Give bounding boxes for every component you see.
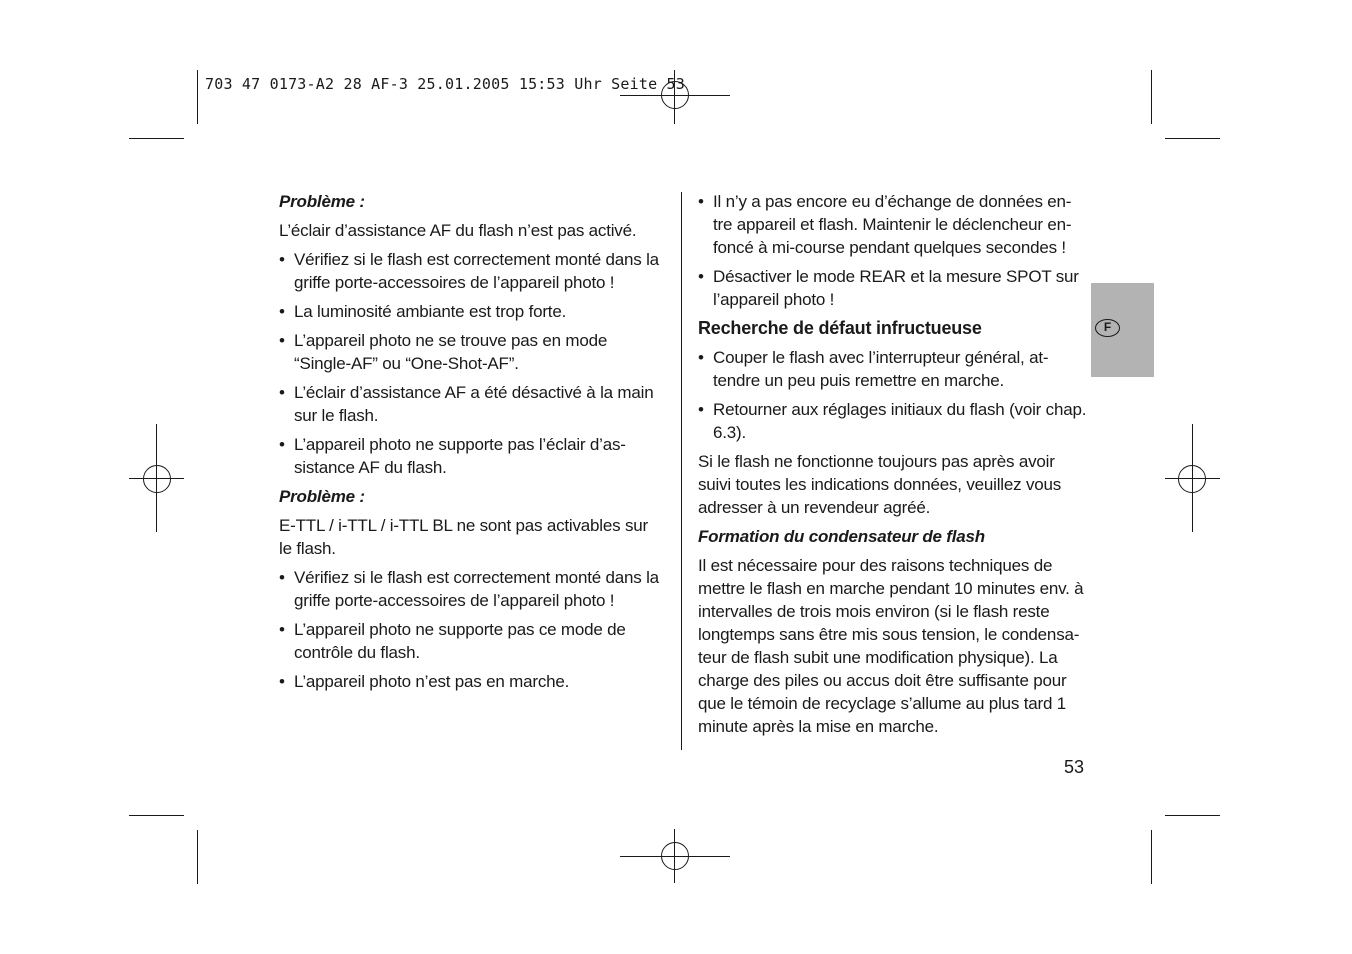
language-badge: F (1095, 319, 1120, 337)
problem-heading-2: Problème : (279, 487, 365, 506)
troubleshooting-heading: Recherche de défaut infructueuse (698, 318, 982, 338)
left-column (279, 190, 664, 699)
right-column (698, 190, 1088, 744)
list-item: • L’appareil photo n’est pas en marche. (279, 672, 570, 691)
list-item: • Vérifiez si le flash est correctement monté dans la griffe porte-accessoires de l’appareil photo ! (279, 250, 659, 292)
problem-bullets-2 (279, 566, 664, 693)
troubleshooting-bullets (698, 346, 1088, 444)
print-header: 703 47 0173-A2 28 AF-3 25.01.2005 15:53 Uhr Seite 53 (205, 75, 685, 93)
list-item: • Retourner aux réglages initiaux du flash (voir chap. 6.3). (698, 400, 1087, 442)
list-item: • Il n’y a pas encore eu d’échange de données en-tre appareil et flash. Maintenir le déclencheur en-foncé à mi-course pendant quelques secondes ! (698, 192, 1072, 257)
list-item: • L’éclair d’assistance AF a été désactivé à la main sur le flash. (279, 383, 654, 425)
capacitor-paragraph: Il est nécessaire pour des raisons techniques de mettre le flash en marche pendant 10 minutes env. à intervalles de trois mois environ (si le flash reste longtemps sans être mis sous tension, le condensa-teur de flash subit une modification physique). La charge des piles ou accus doit être suffisante pour que le témoin de recyclage s’allume au plus tard 1 minute après la mise en marche. (698, 556, 1084, 736)
list-item: • Couper le flash avec l’interrupteur général, at-tendre un peu puis remettre en marche. (698, 348, 1049, 390)
page-number: 53 (1064, 757, 1085, 777)
list-item: • Vérifiez si le flash est correctement monté dans la griffe porte-accessoires de l’appareil photo ! (279, 568, 659, 610)
problem-intro-1: L’éclair d’assistance AF du flash n’est pas activé. (279, 221, 637, 240)
column-divider (681, 192, 682, 750)
list-item: • L’appareil photo ne supporte pas l’éclair d’as-sistance AF du flash. (279, 435, 626, 477)
problem-bullets-1 (279, 248, 664, 479)
list-item: • L’appareil photo ne supporte pas ce mode de contrôle du flash. (279, 620, 626, 662)
troubleshooting-paragraph: Si le flash ne fonctionne toujours pas après avoir suivi toutes les indications données, veuillez vous adresser à un revendeur agréé. (698, 452, 1062, 517)
list-item: • Désactiver le mode REAR et la mesure SPOT sur l’appareil photo ! (698, 267, 1079, 309)
problem-intro-2: E-TTL / i-TTL / i-TTL BL ne sont pas activables sur le flash. (279, 516, 648, 558)
capacitor-heading: Formation du condensateur de flash (698, 527, 985, 546)
problem-heading-1: Problème : (279, 192, 365, 211)
list-item: • L’appareil photo ne se trouve pas en mode “Single-AF” ou “One-Shot-AF”. (279, 331, 608, 373)
continued-bullets (698, 190, 1088, 311)
list-item: • La luminosité ambiante est trop forte. (279, 302, 567, 321)
